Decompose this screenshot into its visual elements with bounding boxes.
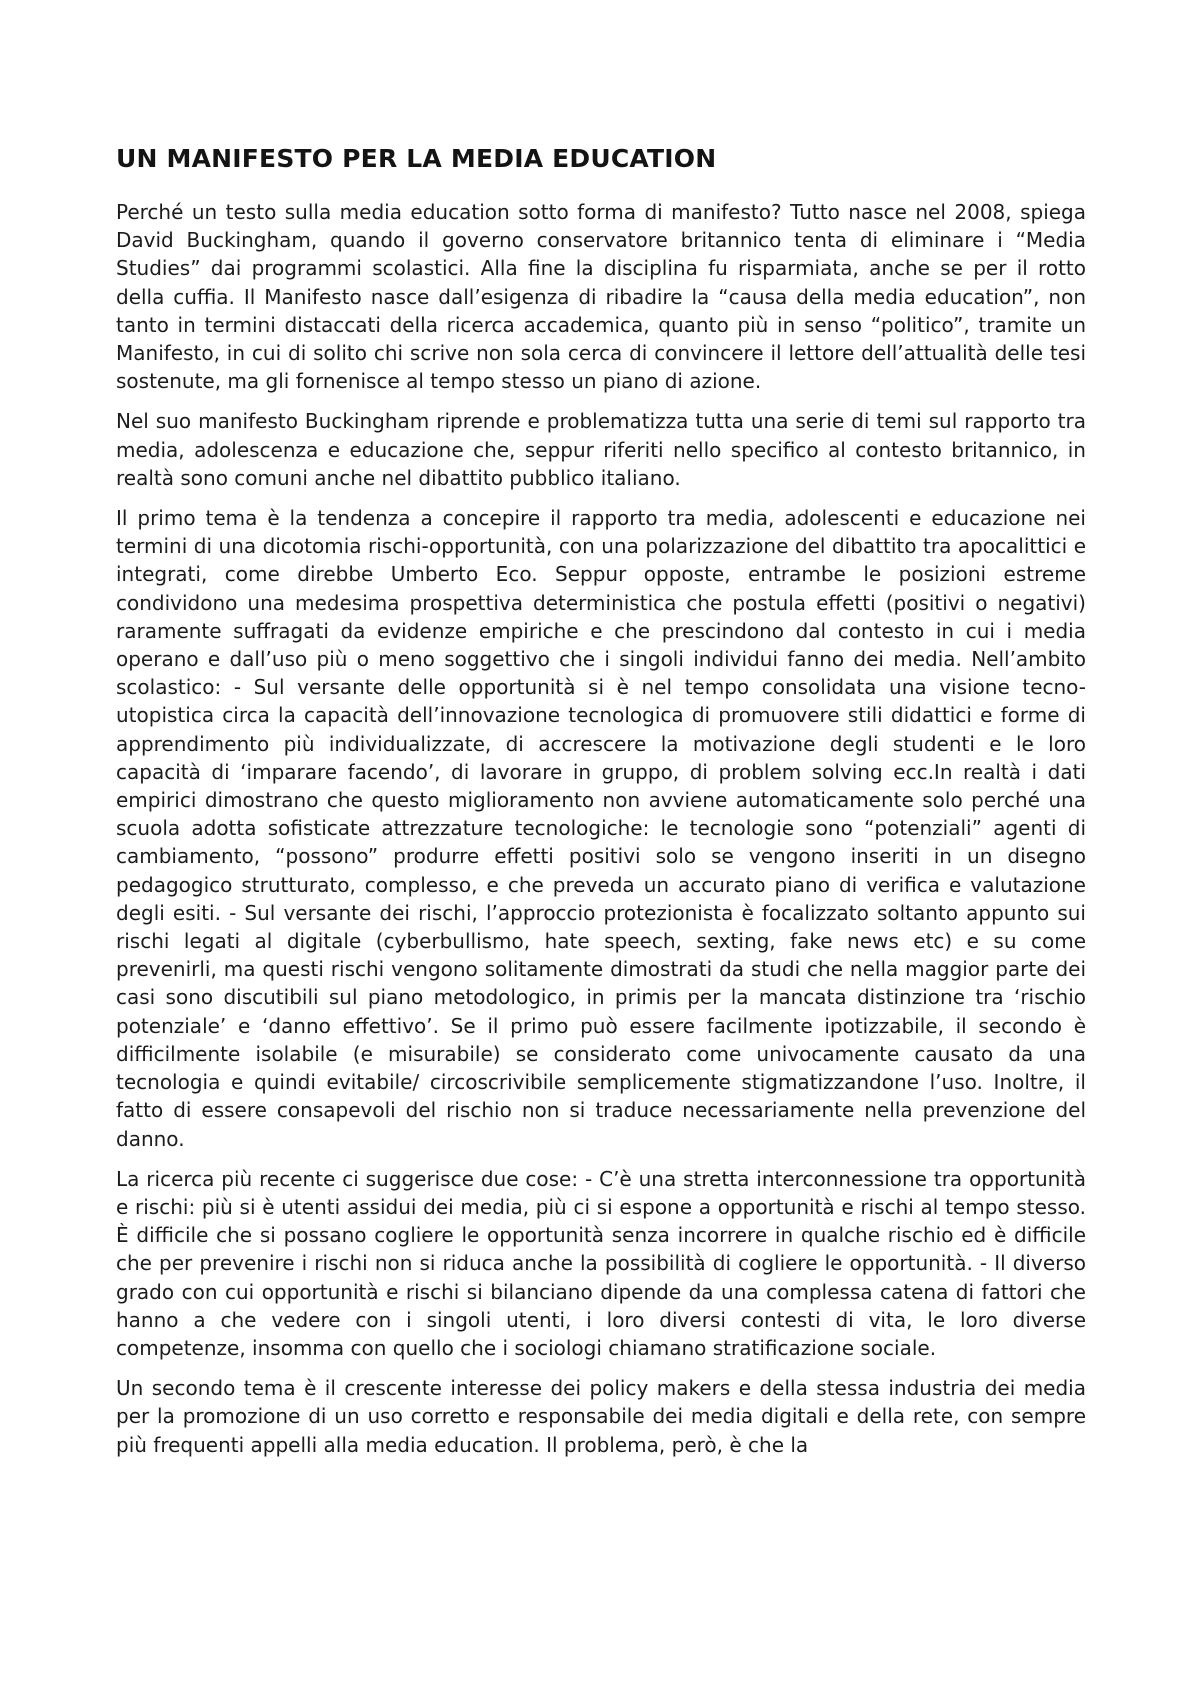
paragraph-first-theme: Il primo tema è la tendenza a concepire il rapporto tra media, adolescenti e educazione nei termini di una dicotomia rischi-opportunità, con una polarizzazione del dibattito tra apocalittici e integrati, come direbbe Umberto Eco. Seppur opposte, entrambe le posizioni estreme condividono una medesima prospettiva deterministica che postula effetti (positivi o negativi) raramente suffragati da evidenze empiriche e che prescindono dal contesto in cui i media operano e dall’uso più o meno soggettivo che i singoli individui fanno dei media. Nell’ambito scolastico: - Sul versante delle opportunità si è nel tempo consolidata una visione tecno-utopistica circa la capacità dell’innovazione tecnologica di promuovere stili didattici e forme di apprendimento più individualizzate, di accrescere la motivazione degli studenti e le loro capacità di ‘imparare facendo’, di lavorare in gruppo, di problem solving ecc.In realtà i dati empirici dimostrano che questo miglioramento non avviene automaticamente solo perché una scuola adotta sofisticate attrezzature tecnologiche: le tecnologie sono “potenziali” agenti di cambiamento, “possono” produrre effetti positivi solo se vengono inseriti in un disegno pedagogico strutturato, complesso, e che preveda un accurato piano di verifica e valutazione degli esiti. - Sul versante dei rischi, l’approccio protezionista è focalizzato soltanto appunto sui rischi legati al digitale (cyberbullismo, hate speech, sexting, fake news etc) e su come prevenirli, ma questi rischi vengono solitamente dimostrati da studi che nella maggior parte dei casi sono discutibili sul piano metodologico, in primis per la mancata distinzione tra ‘rischio potenziale’ e ‘danno effettivo’. Se il primo può essere facilmente ipotizzabile, il secondo è difficilmente isolabile (e misurabile) se considerato come univocamente causato da una tecnologia e quindi evitabile/ circoscrivibile semplicemente stigmatizzandone l’uso. Inoltre, il fatto di essere consapevoli del rischio non si traduce necessariamente nella prevenzione del danno. [116,506,1086,1151]
paragraph-recent-research: La ricerca più recente ci suggerisce due cose: - C’è una stretta interconnessione tra opportunità e rischi: più si è utenti assidui dei media, più ci si espone a opportunità e rischi al tempo stesso. È difficile che si possano cogliere le opportunità senza incorrere in qualche rischio ed è difficile che per prevenire i rischi non si riduca anche la possibilità di cogliere le opportunità. - Il diverso grado con cui opportunità e rischi si bilanciano dipende da una complessa catena di fattori che hanno a che vedere con i singoli utenti, i loro diversi contesti di vita, le loro diverse competenze, insomma con quello che i sociologi chiamano stratificazione sociale. [116,1166,1086,1360]
paragraph-second-theme: Un secondo tema è il crescente interesse dei policy makers e della stessa industria dei media per la promozione di un uso corretto e responsabile dei media digitali e della rete, con sempre più frequenti appelli alla media education. Il problema, però, è che la [116,1376,1086,1457]
document-title: UN MANIFESTO PER LA MEDIA EDUCATION [116,144,717,173]
paragraph-intro: Perché un testo sulla media education sotto forma di manifesto? Tutto nasce nel 2008, spiega David Buckingham, quando il governo conservatore britannico tenta di eliminare i “Media Studies” dai programmi scolastici. Alla fine la disciplina fu risparmiata, anche se per il rotto della cuffia. Il Manifesto nasce dall’esigenza di ribadire la “causa della media education”, non tanto in termini distaccati della ricerca accademica, quanto più in senso “politico”, tramite un Manifesto, in cui di solito chi scrive non sola cerca di convincere il lettore dell’attualità delle tesi sostenute, ma gli fornenisce al tempo stesso un piano di azione. [116,200,1086,394]
paragraph-themes: Nel suo manifesto Buckingham riprende e problematizza tutta una serie di temi sul rapporto tra media, adolescenza e educazione che, seppur riferiti nello specifico al contesto britannico, in realtà sono comuni anche nel dibattito pubblico italiano. [116,409,1086,490]
document-body [116,142,1086,1471]
